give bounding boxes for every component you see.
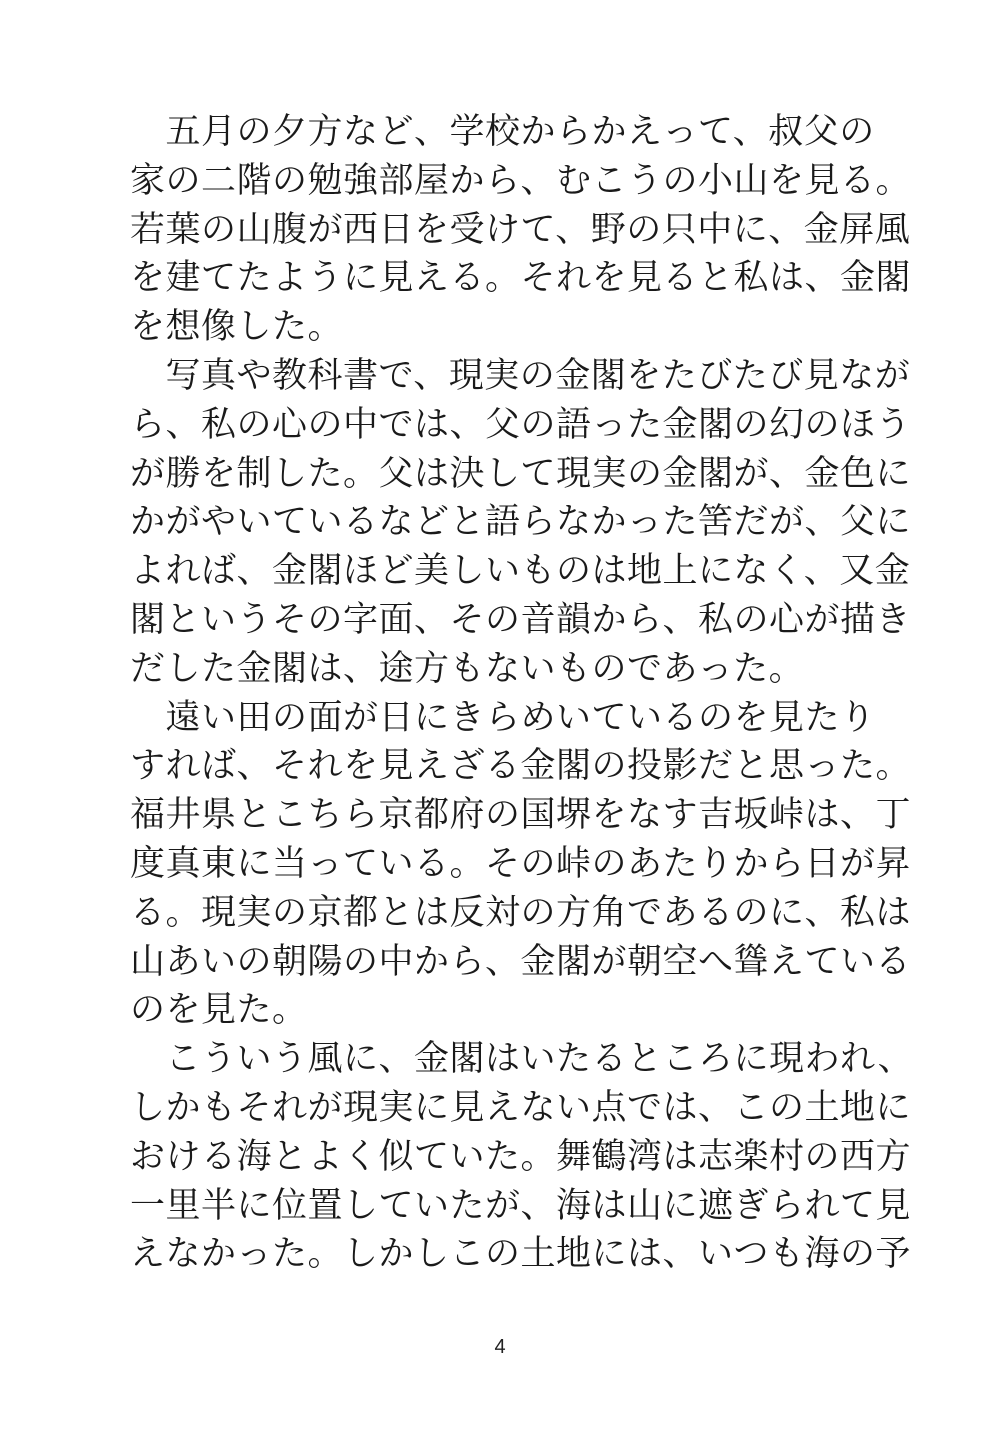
- text-line: えなかった。しかしこの土地には、いつも海の予: [130, 1234, 912, 1275]
- body-text: [130, 108, 914, 1279]
- text-line: ら、私の心の中では、父の語った金閣の幻のほう: [130, 404, 912, 445]
- text-line: のを見た。: [130, 990, 308, 1031]
- text-line: 閣というその字面、その音韻から、私の心が描き: [130, 599, 912, 640]
- text-line: を想像した。: [130, 307, 344, 348]
- text-line: だした金閣は、途方もないものであった。: [130, 648, 805, 689]
- text-line: 度真東に当っている。その峠のあたりから日が昇: [130, 843, 912, 884]
- text-line: 若葉の山腹が西日を受けて、野の只中に、金屏風: [130, 209, 911, 250]
- text-line: しかもそれが現実に見えない点では、この土地に: [130, 1087, 912, 1128]
- text-line: 家の二階の勉強部屋から、むこうの小山を見る。: [130, 160, 912, 201]
- text-line: 遠い田の面が日にきらめいているのを見たり: [130, 697, 876, 738]
- text-line: こういう風に、金閣はいたるところに現われ、: [130, 1039, 914, 1080]
- text-line: よれば、金閣ほど美しいものは地上になく、又金: [130, 551, 911, 592]
- text-line: 一里半に位置していたが、海は山に遮ぎられて見: [130, 1185, 912, 1226]
- text-line: 写真や教科書で、現実の金閣をたびたび見なが: [130, 355, 911, 396]
- text-line: が勝を制した。父は決して現実の金閣が、金色に: [130, 453, 912, 494]
- text-line: 五月の夕方など、学校からかえって、叔父の: [130, 112, 875, 152]
- text-line: 山あいの朝陽の中から、金閣が朝空へ聳えている: [130, 941, 912, 982]
- text-line: すれば、それを見えざる金閣の投影だと思った。: [130, 746, 912, 787]
- text-line: 福井県とこちら京都府の国堺をなす吉坂峠は、丁: [130, 795, 912, 836]
- text-line: を建てたように見える。それを見ると私は、金閣: [130, 258, 912, 299]
- text-line: る。現実の京都とは反対の方角であるのに、私は: [130, 892, 912, 933]
- text-line: おける海とよく似ていた。舞鶴湾は志楽村の西方: [130, 1136, 912, 1177]
- page-number: 4: [494, 1336, 506, 1358]
- text-line: かがやいているなどと語らなかった筈だが、父に: [130, 502, 912, 543]
